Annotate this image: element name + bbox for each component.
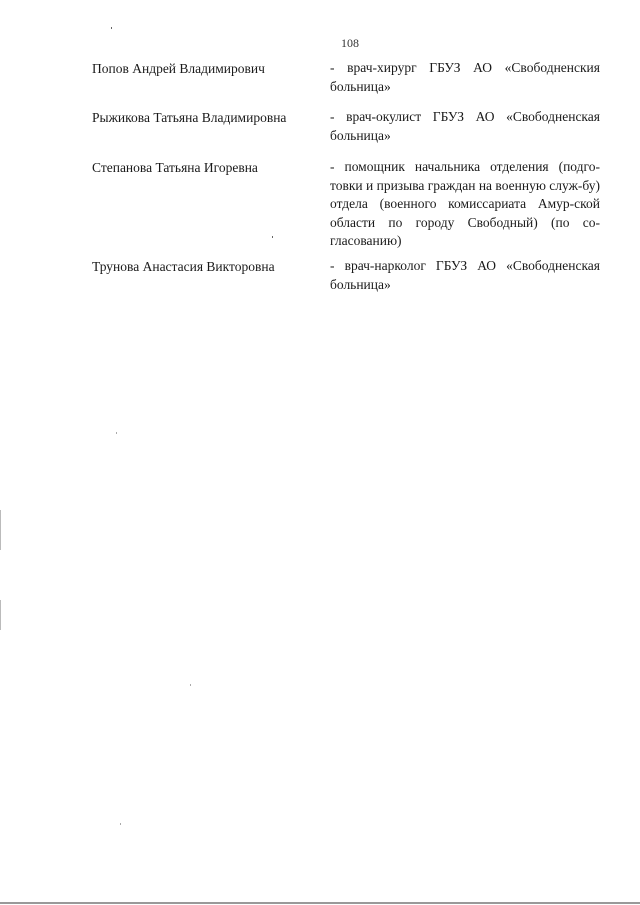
person-name: Степанова Татьяна Игоревна — [92, 160, 258, 175]
person-role: - помощник начальника отделения (подго-товки и призыва граждан на военную служ-бу) отдела (военного комиссариата Амур-ской области по городу Свободный) (по со-гласованию) — [330, 159, 600, 249]
scan-speck — [116, 432, 117, 434]
person-name: Попов Андрей Владимирович — [92, 61, 265, 76]
scan-speck — [272, 236, 273, 238]
person-name: Трунова Анастасия Викторовна — [92, 259, 275, 274]
person-name: Рыжикова Татьяна Владимировна — [92, 110, 287, 125]
scan-edge — [0, 902, 640, 904]
person-role: - врач-хирург ГБУЗ АО «Свободненския больница» — [330, 60, 600, 94]
person-role: - врач-нарколог ГБУЗ АО «Свободненская больница» — [330, 258, 600, 292]
person-role: - врач-окулист ГБУЗ АО «Свободненская больница» — [330, 109, 600, 143]
scan-speck — [111, 27, 112, 29]
scan-edge — [0, 600, 1, 630]
scan-edge — [0, 510, 1, 550]
page-number: 108 — [341, 36, 359, 50]
scan-speck — [120, 823, 121, 825]
scan-speck — [190, 684, 191, 686]
